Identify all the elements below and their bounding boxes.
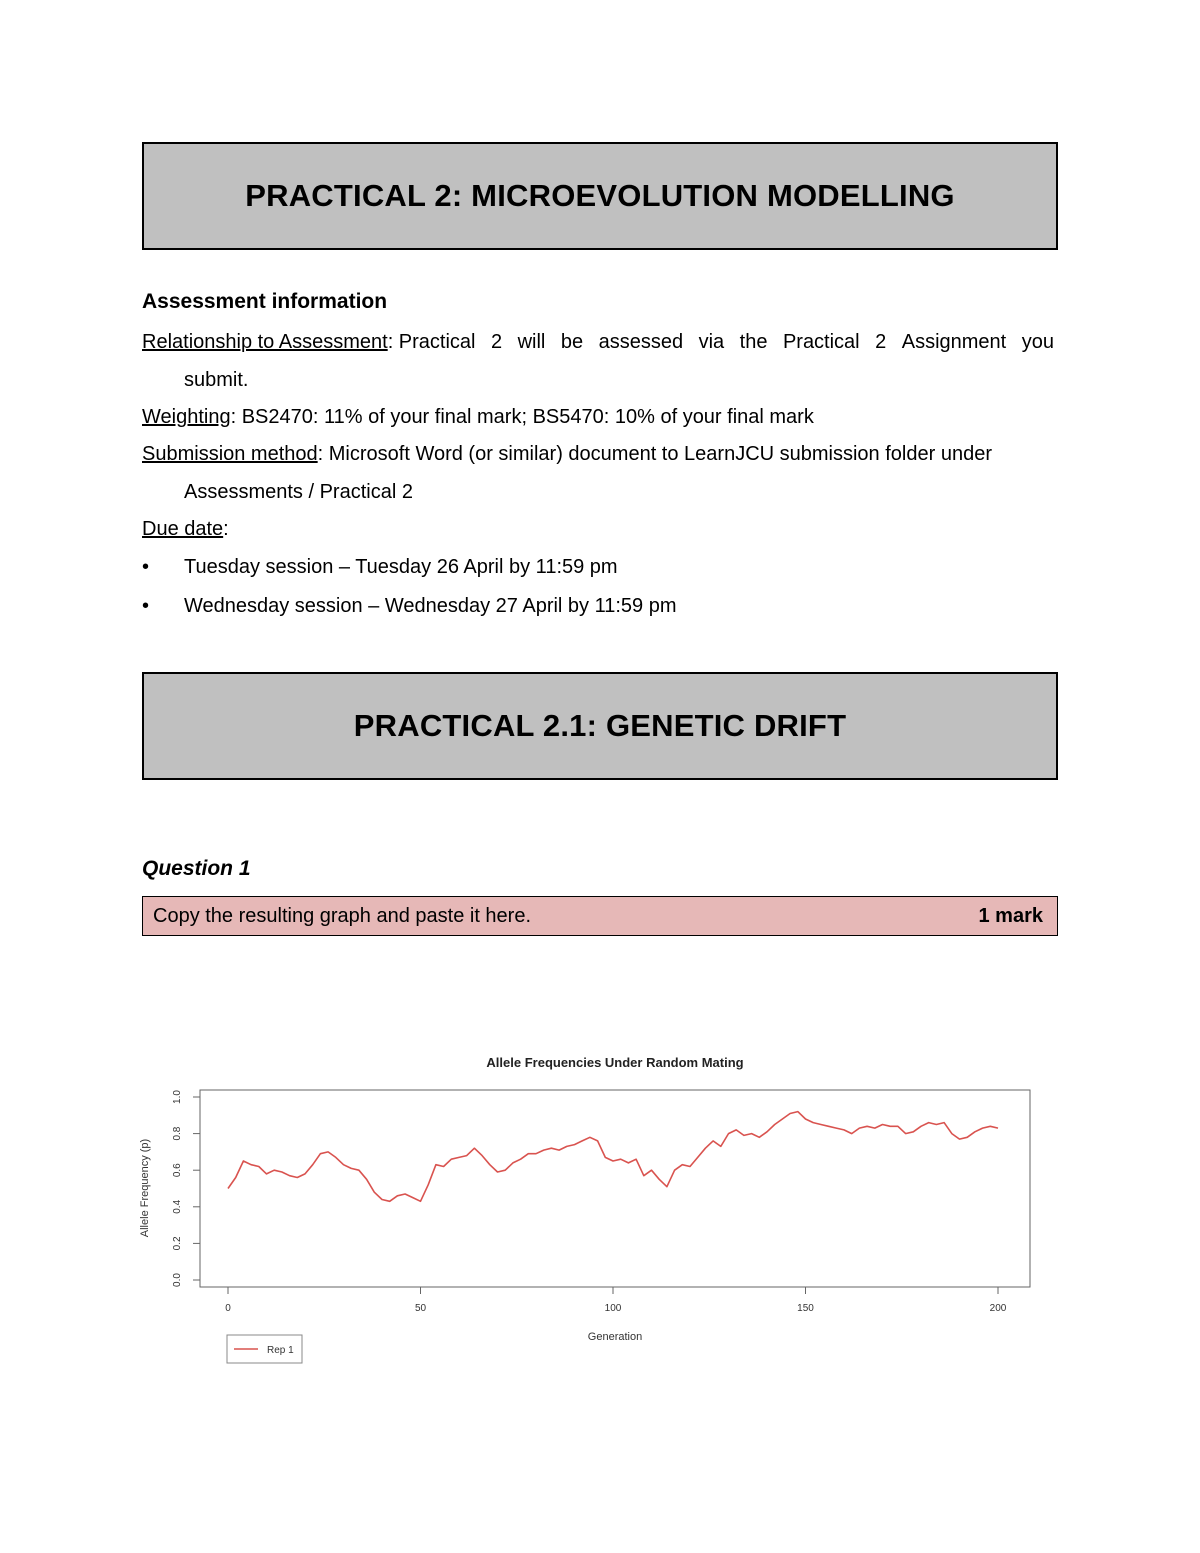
relationship-word: 2 xyxy=(875,331,887,353)
y-tick-label: 1.0 xyxy=(172,1090,183,1104)
due-date-label: Due date xyxy=(142,518,224,540)
relationship-word: Assignment xyxy=(901,331,1007,353)
assessment-heading: Assessment information xyxy=(142,290,388,313)
relationship-word: the xyxy=(739,331,768,353)
y-tick-label: 0.0 xyxy=(172,1273,183,1287)
y-tick-label: 0.6 xyxy=(172,1163,183,1178)
x-tick-label: 0 xyxy=(225,1303,231,1314)
series-line-rep-1 xyxy=(228,1112,998,1202)
question-prompt: Copy the resulting graph and paste it here. xyxy=(153,904,532,927)
relationship-word: : Practical xyxy=(387,331,476,353)
relationship-line xyxy=(142,331,1054,354)
y-axis-label: Allele Frequency (p) xyxy=(139,1138,151,1238)
due-date-colon: : xyxy=(223,518,229,540)
bullet-icon: • xyxy=(142,595,150,617)
due-item-text: Wednesday session – Wednesday 27 April by 11:59 pm xyxy=(184,595,677,617)
document-title: PRACTICAL 2: MICROEVOLUTION MODELLING xyxy=(142,142,1058,250)
y-tick-label: 0.4 xyxy=(172,1199,183,1214)
weighting-text: : BS2470: 11% of your final mark; BS5470: 10% of your final mark xyxy=(230,406,814,428)
x-tick-label: 50 xyxy=(414,1303,427,1314)
x-tick-label: 200 xyxy=(989,1303,1007,1314)
legend-label: Rep 1 xyxy=(267,1345,294,1356)
bullet-icon: • xyxy=(142,556,150,578)
relationship-label: Relationship to Assessment xyxy=(142,331,388,353)
chart-title: Allele Frequencies Under Random Mating xyxy=(486,1055,744,1070)
y-tick-label: 0.2 xyxy=(172,1236,183,1251)
weighting-label: Weighting xyxy=(142,406,231,428)
submission-continuation: Assessments / Practical 2 xyxy=(184,481,413,503)
relationship-word: be xyxy=(560,331,584,353)
submission-label: Submission method xyxy=(142,443,318,465)
submission-text: : Microsoft Word (or similar) document to LearnJCU submission folder under xyxy=(317,443,992,465)
question-marks: 1 mark xyxy=(978,904,1043,927)
x-tick-label: 150 xyxy=(797,1303,814,1314)
relationship-word: assessed xyxy=(598,331,684,353)
relationship-word: Practical xyxy=(782,331,860,353)
due-item-text: Tuesday session – Tuesday 26 April by 11:59 pm xyxy=(184,556,618,578)
relationship-continuation: submit. xyxy=(184,369,249,391)
x-axis-label: Generation xyxy=(587,1331,643,1343)
relationship-word: 2 xyxy=(490,331,503,353)
x-tick-label: 100 xyxy=(604,1303,622,1314)
relationship-word: you xyxy=(1021,331,1054,353)
plot-frame xyxy=(200,1090,1030,1287)
question-box xyxy=(142,896,1058,936)
weighting-line xyxy=(142,406,814,429)
allele-frequency-chart xyxy=(130,1045,1050,1375)
y-tick-label: 0.8 xyxy=(172,1126,183,1141)
due-date-line xyxy=(142,518,229,541)
question-label: Question 1 xyxy=(142,857,251,880)
relationship-word: via xyxy=(698,331,725,353)
section-title: PRACTICAL 2.1: GENETIC DRIFT xyxy=(142,672,1058,780)
relationship-word: will xyxy=(517,331,546,353)
submission-line xyxy=(142,443,992,466)
